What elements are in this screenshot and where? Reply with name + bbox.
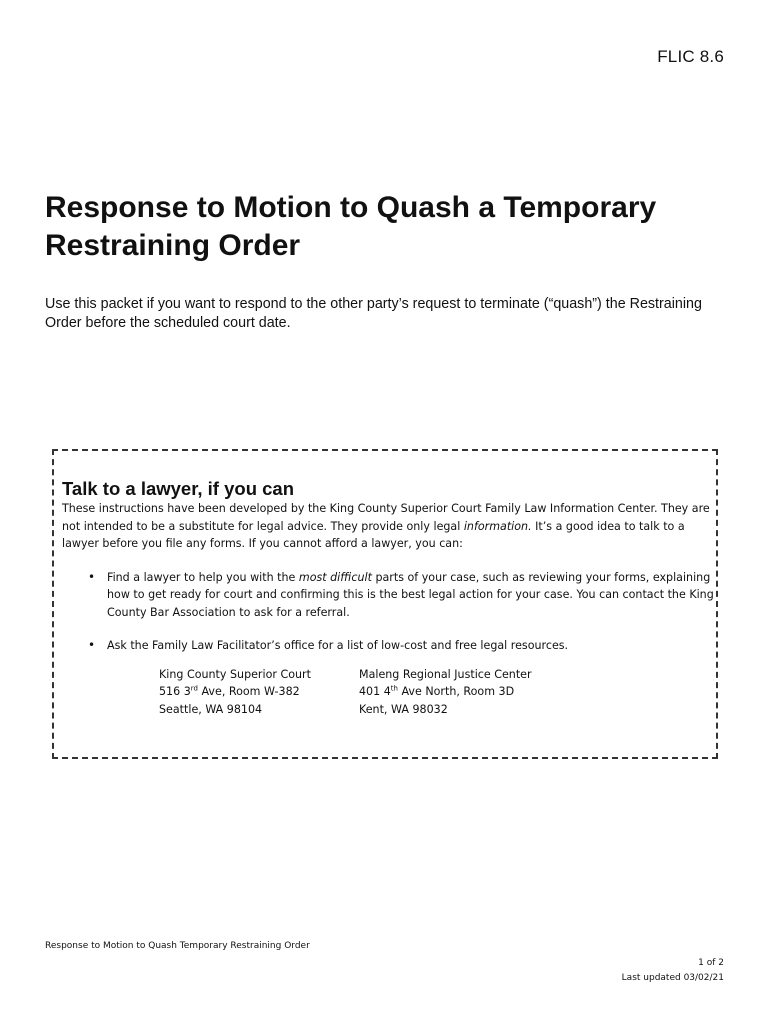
lawyer-box-heading: Talk to a lawyer, if you can xyxy=(62,478,295,499)
bullet1-text-a: Find a lawyer to help you with the xyxy=(107,570,299,584)
bullet1-text-b: parts of your case, such as reviewing your forms, explaining how to get ready for court and confirming this is the best legal action for your case. You can contact the King County Bar Association to ask for a referral. xyxy=(107,570,714,619)
intro-paragraph: Use this packet if you want to respond to the other party’s request to terminate (“quash”) the Restraining Order before the scheduled court date. xyxy=(45,296,702,331)
intro-text-b: It’s a good idea to talk to a lawyer before you file any forms. If you cannot afford a lawyer, you can: xyxy=(62,519,685,550)
address-justice-center xyxy=(359,666,559,719)
bullet2-text: Ask the Family Law Facilitator’s office for a list of low-cost and free legal resources. xyxy=(107,639,569,652)
bullet1-emphasis: most difficult xyxy=(298,570,372,584)
bullet-icon: • xyxy=(88,569,96,584)
address-street: 516 3rd Ave, Room W-382 xyxy=(159,684,300,698)
address-city: Kent, WA 98032 xyxy=(359,702,448,716)
form-code: FLIC 8.6 xyxy=(657,47,724,66)
document-title: Response to Motion to Quash a Temporary Restraining Order xyxy=(45,191,657,262)
lawyer-info-content xyxy=(62,478,718,718)
address-block xyxy=(62,666,718,719)
list-item xyxy=(62,569,718,622)
footer-meta xyxy=(622,956,724,986)
address-superior-court xyxy=(159,666,359,719)
lawyer-box-intro xyxy=(62,500,718,553)
page-number: 1 of 2 xyxy=(698,958,724,968)
address-street: 401 4th Ave North, Room 3D xyxy=(359,684,515,698)
address-name: King County Superior Court xyxy=(159,667,311,681)
address-city: Seattle, WA 98104 xyxy=(159,702,263,716)
last-updated: Last updated 03/02/21 xyxy=(621,973,724,983)
footer-doc-name: Response to Motion to Quash Temporary Restraining Order xyxy=(45,941,310,951)
intro-text-emphasis: information. xyxy=(463,519,532,533)
bullet-icon: • xyxy=(88,638,96,652)
list-item xyxy=(62,637,718,655)
intro-text-a: These instructions have been developed by the King County Superior Court Family Law Information Center. They are not intended to be a substitute for legal advice. They provide only legal xyxy=(62,502,710,533)
address-name: Maleng Regional Justice Center xyxy=(359,667,532,681)
options-list xyxy=(62,569,718,655)
